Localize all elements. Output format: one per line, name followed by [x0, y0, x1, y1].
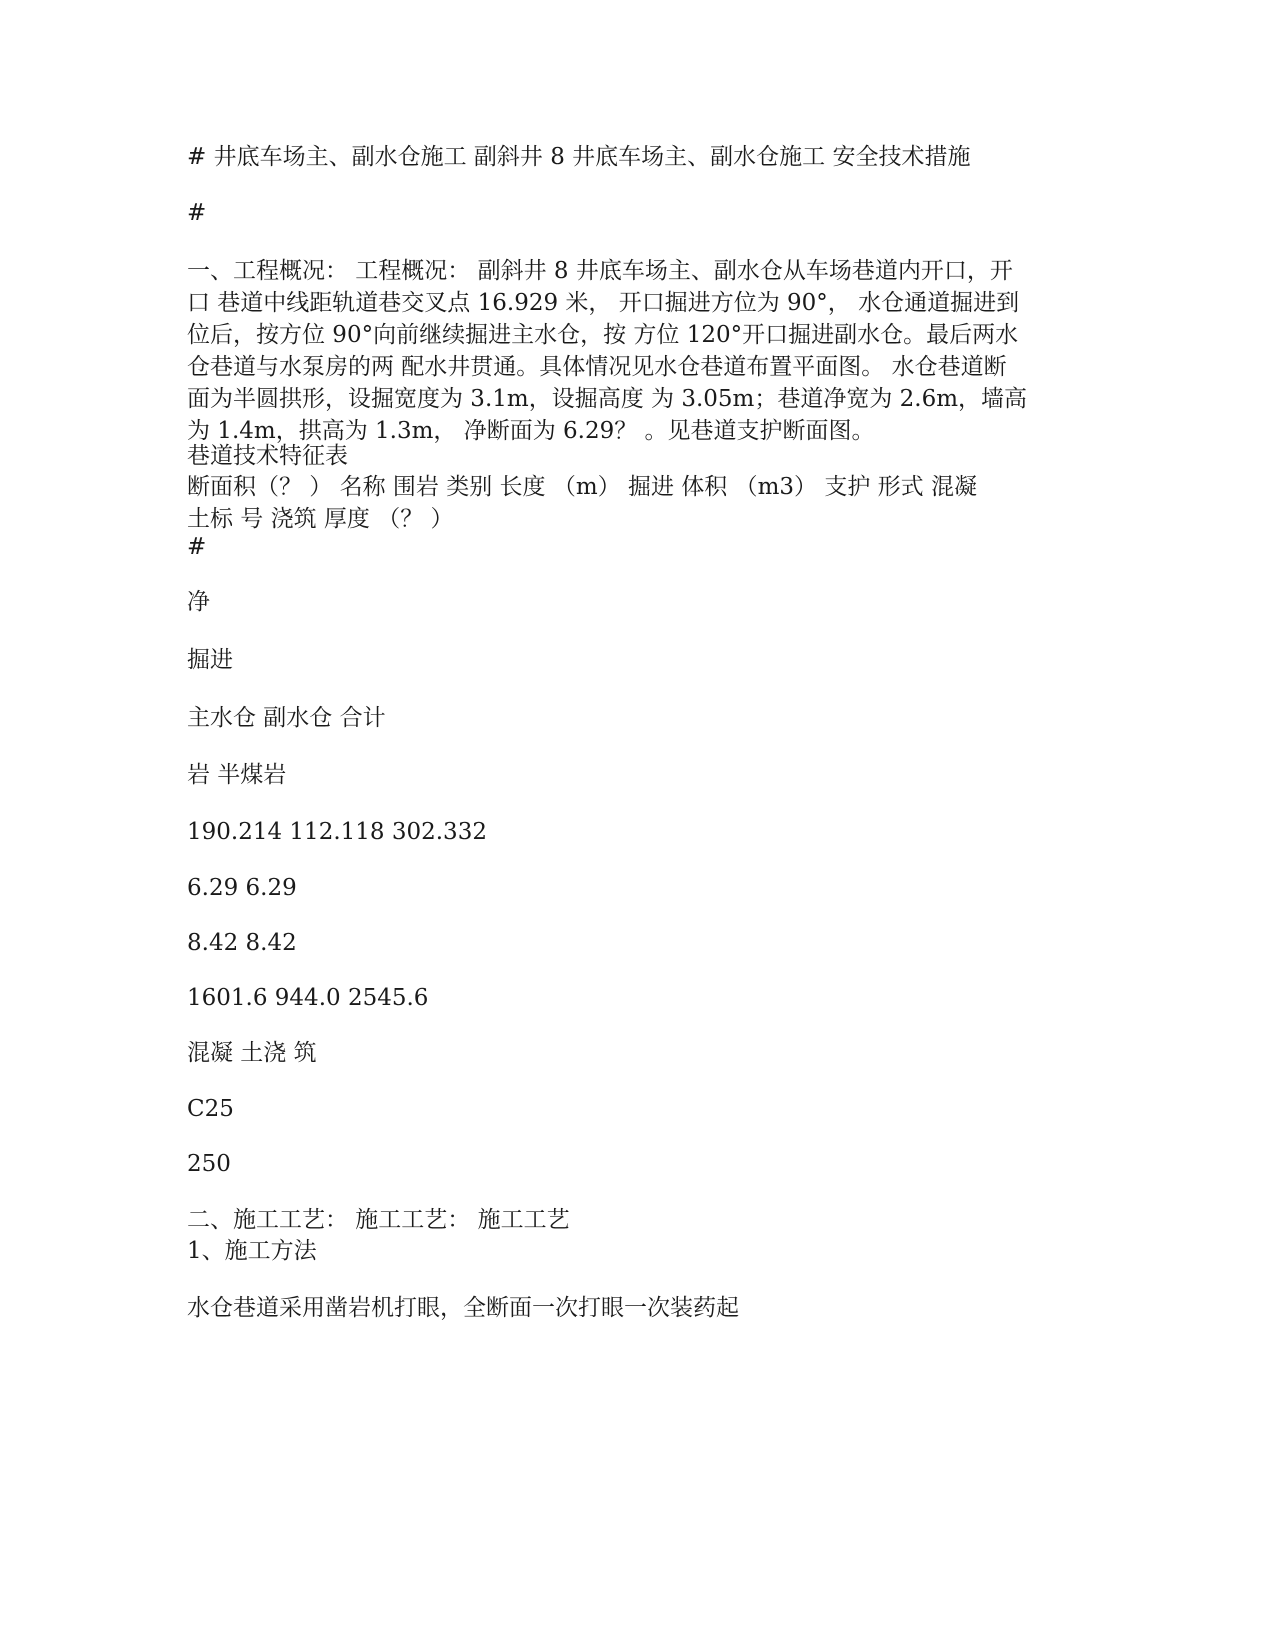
table-header-line: 断面积（？ ） 名称 围岩 类别 长度 （m） 掘进 体积 （m3） 支护 形式 混凝: [187, 474, 977, 500]
table-cell-text: 掘进: [187, 647, 233, 673]
table-header: [187, 471, 1087, 535]
table-cell-text: 主水仓 副水仓 合计: [187, 705, 386, 731]
table-header-line: 土标 号 浇筑 厚度 （？ ）: [187, 506, 454, 532]
table-title: 巷道技术特征表: [187, 443, 348, 469]
table-cell-text: 净: [187, 589, 210, 615]
table-cell-text: 190.214 112.118 302.332: [187, 819, 487, 845]
section-heading: 二、施工工艺： 施工工艺： 施工工艺: [187, 1207, 570, 1233]
table-cell-text: 1601.6 944.0 2545.6: [187, 985, 429, 1011]
overview-line: 为 1.4m，拱高为 1.3m， 净断面为 6.29？ 。见巷道支护断面图。: [187, 418, 875, 444]
table-cell-text: 250: [187, 1151, 231, 1177]
table-cell-text: 岩 半煤岩: [187, 762, 287, 788]
overview-line: 位后，按方位 90°向前继续掘进主水仓，按 方位 120°开口掘进副水仓。最后两水: [187, 322, 1019, 348]
body-text: 水仓巷道采用凿岩机打眼，全断面一次打眼一次装药起: [187, 1295, 739, 1321]
table-cell-text: 混凝 土浇 筑: [187, 1040, 317, 1066]
subsection-heading: 1、施工方法: [187, 1238, 317, 1264]
overview-line: 仓巷道与水泵房的两 配水井贯通。具体情况见水仓巷道布置平面图。 水仓巷道断: [187, 354, 1007, 380]
table-cell-text: C25: [187, 1096, 234, 1122]
document-title: # 井底车场主、副水仓施工 副斜井 8 井底车场主、副水仓施工 安全技术措施: [187, 144, 971, 170]
section-marker: #: [187, 200, 207, 226]
overview-line: 一、工程概况： 工程概况： 副斜井 8 井底车场主、副水仓从车场巷道内开口，开: [187, 258, 1013, 284]
table-cell-text: 6.29 6.29: [187, 875, 297, 901]
overview-line: 口 巷道中线距轨道巷交叉点 16.929 米， 开口掘进方位为 90°， 水仓通道掘进到: [187, 290, 1020, 316]
table-cell-text: 8.42 8.42: [187, 930, 297, 956]
overview-paragraph: [187, 255, 1087, 447]
section-marker: #: [187, 534, 207, 560]
overview-line: 面为半圆拱形，设掘宽度为 3.1m，设掘高度 为 3.05m；巷道净宽为 2.6m，墙高: [187, 386, 1028, 412]
